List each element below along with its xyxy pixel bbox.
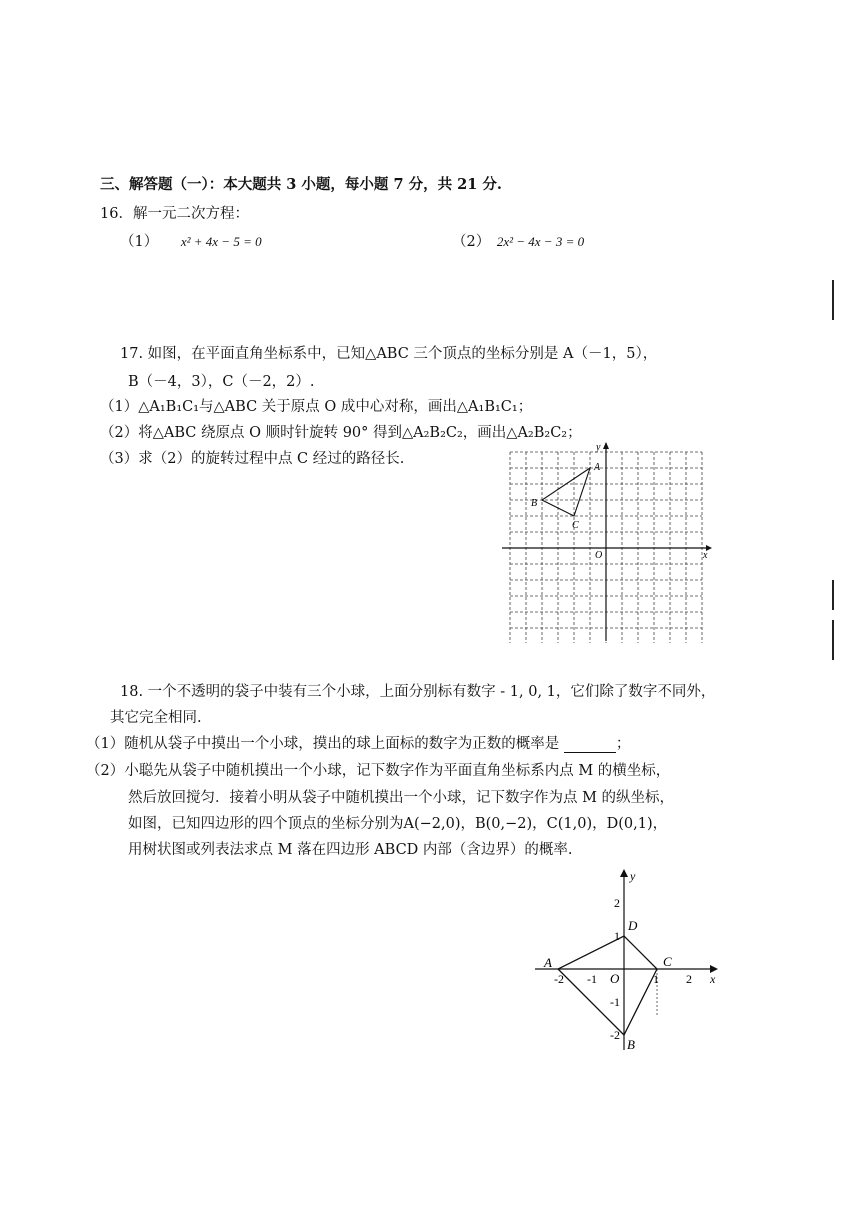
- q17-point-a-label: A: [594, 462, 601, 473]
- q17-point-b-label: B: [531, 498, 538, 509]
- q17-line2: B（－4，3），C（－2，2）.: [128, 374, 315, 390]
- q18-y-tick-label: -2: [610, 1028, 620, 1042]
- q16-part1-equation: x² + 4x − 5 = 0: [180, 234, 262, 249]
- q18-quadrilateral-abcd: [558, 936, 657, 1035]
- q18-part2-line3: 如图，已知四边形的四个顶点的坐标分别为A(−2,0)，B(0,−2)，C(1,0)，D(0,1)，: [128, 816, 668, 832]
- q18-part2-line4: 用树状图或列表法求点 M 落在四边形 ABCD 内部（含边界）的概率.: [128, 842, 573, 858]
- q18-answer-blank: [564, 738, 616, 753]
- q18-x-axis-label: x: [710, 972, 716, 986]
- q18-x-tick-label: -2: [554, 972, 564, 986]
- q17-coordinate-grid: [500, 438, 715, 643]
- margin-mark: [832, 580, 834, 610]
- q18-point-a-label: A: [544, 955, 552, 970]
- margin-mark: [832, 620, 834, 660]
- q17-y-axis-label: y: [596, 442, 601, 453]
- q18-part2-line1: （2）小聪先从袋子中随机摸出一个小球，记下数字作为平面直角坐标系内点 M 的横坐标，: [86, 763, 671, 779]
- q18-part1-text: （1）随机从袋子中摸出一个小球，摸出的球上面标的数字为正数的概率是: [86, 736, 560, 752]
- q18-y-tick-label: 1: [614, 929, 620, 943]
- q17-part1: （1）△A₁B₁C₁与△ABC 关于原点 O 成中心对称，画出△A₁B₁C₁；: [100, 399, 533, 415]
- q17-origin-label: O: [595, 550, 603, 561]
- section-header: 三、解答题（一）：本大题共 3 小题，每小题 7 分，共 21 分.: [100, 176, 502, 193]
- q16-part2-label: （2）: [452, 234, 491, 250]
- q17-triangle-abc: [542, 468, 590, 516]
- q18-x-tick-label: -1: [587, 972, 597, 986]
- q18-x-tick-label: 2: [686, 972, 692, 986]
- q18-origin-label: O: [610, 971, 620, 986]
- q18-y-tick-label: -1: [610, 995, 620, 1009]
- q18-y-axis-arrow: [620, 869, 628, 877]
- q16-part1-label: （1）: [120, 234, 159, 250]
- margin-mark: [832, 280, 834, 320]
- q18-line2: 其它完全相同.: [110, 710, 202, 726]
- q16-part2: [452, 233, 584, 251]
- q17-part3: （3）求（2）的旋转过程中点 C 经过的路径长.: [100, 451, 405, 467]
- q17-part2: （2）将△ABC 绕原点 O 顺时针旋转 90° 得到△A₂B₂C₂，画出△A₂B₂C₂；: [100, 425, 582, 441]
- q17-line1: 17. 如图，在平面直角坐标系中，已知△ABC 三个顶点的坐标分别是 A（－1，5），: [120, 346, 658, 362]
- q17-point-c-label: C: [572, 520, 579, 531]
- q18-part2-line2: 然后放回搅匀．接着小明从袋子中随机摸出一个小球，记下数字作为点 M 的纵坐标，: [128, 790, 675, 806]
- q18-line1: 18. 一个不透明的袋子中装有三个小球，上面分别标有数字 - 1, 0, 1，它们除了数字不同外，: [120, 684, 716, 700]
- q18-y-tick-label: 2: [614, 896, 620, 910]
- q18-part1-end: ；: [615, 736, 631, 752]
- q18-x-tick-label: 1: [653, 972, 659, 986]
- q18-point-b-label: B: [627, 1037, 635, 1052]
- q18-coordinate-figure: [530, 865, 730, 1055]
- q17-y-axis-arrow: [603, 442, 609, 449]
- q18-point-c-label: C: [663, 954, 672, 969]
- q16-part1: [120, 233, 262, 251]
- q18-point-d-label: D: [628, 918, 638, 933]
- q16-title: 16．解一元二次方程：: [100, 206, 249, 222]
- q16-part2-equation: 2x² − 4x − 3 = 0: [496, 234, 585, 249]
- q17-x-axis-label: x: [703, 550, 708, 561]
- q18-y-axis-label: y: [630, 869, 636, 883]
- q18-part1: [86, 735, 630, 753]
